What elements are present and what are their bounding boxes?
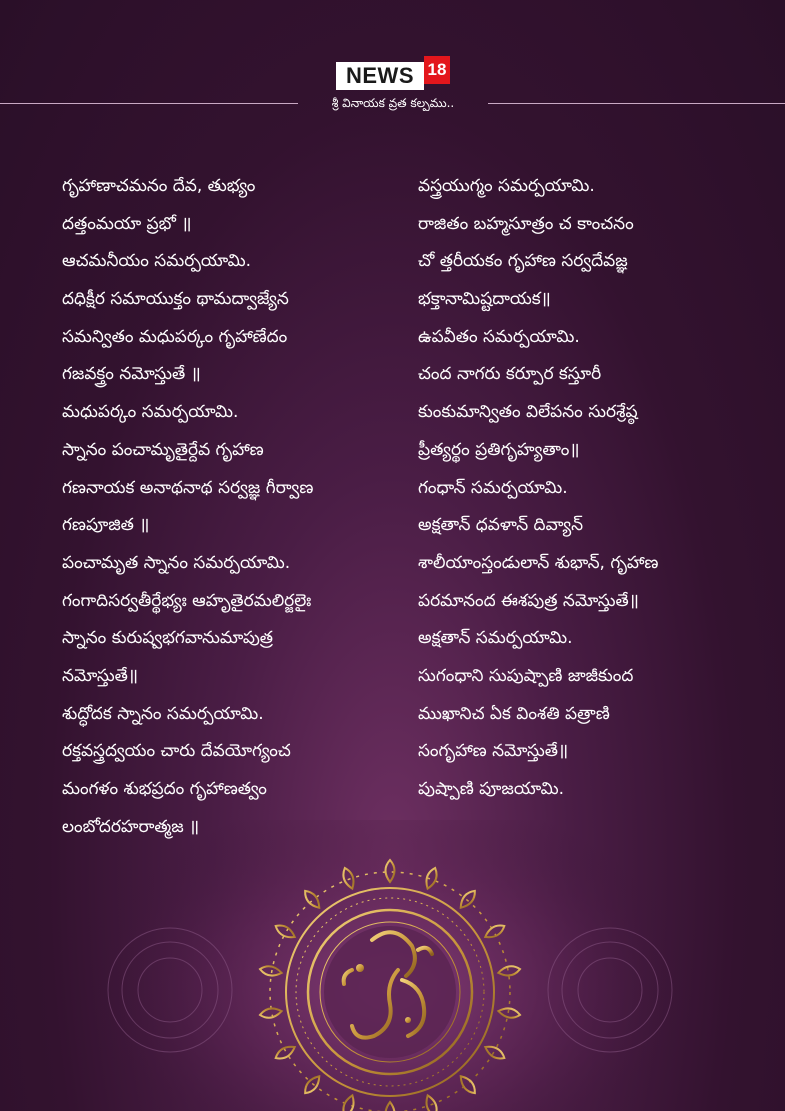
header-rule-left (0, 103, 298, 104)
verse-line: దధిక్షీర సమాయుక్తం థామద్వాజ్యేన (62, 289, 289, 310)
news18-logo (336, 62, 450, 90)
verse-line: శుద్ధోదక స్నానం సమర్పయామి. (62, 703, 264, 724)
header-rule-right (488, 103, 785, 104)
header (0, 56, 785, 116)
logo-number: 18 (424, 56, 450, 84)
verse-line: దత్తంమయా ప్రభో ॥ (62, 213, 192, 234)
verse-line: శాలీయాంస్తండులాన్ శుభాన్, గృహాణ (418, 552, 659, 573)
verse-line: పుష్పాణి పూజయామి. (418, 779, 565, 799)
verse-line: మంగళం శుభప్రదం గృహాణత్వం (62, 779, 267, 799)
verse-line: గణపూజిత ॥ (62, 515, 150, 536)
verse-line: అక్షతాన్ సమర్పయామి. (418, 628, 573, 649)
verse-line: రక్తవస్త్రద్వయం చారు దేవయోగ్యంచ (62, 741, 291, 762)
verse-line: పరమానంద ఈశపుత్ర నమోస్తుతే॥ (418, 590, 639, 611)
ganesha-mandala-icon (0, 820, 785, 1111)
verse-line: ఉపవీతం సమర్పయామి. (418, 326, 580, 347)
verse-line: ఆచమనీయం సమర్పయామి. (62, 251, 252, 272)
verse-line: గంధాన్ సమర్పయామి. (418, 477, 568, 498)
verse-line: సమన్వితం మధుపర్కం గృహాణేదం (62, 326, 288, 347)
verse-line: రాజితం బహ్మసూత్రం చ కాంచనం (418, 213, 634, 234)
verse-line: గణనాయక అనాథనాథ సర్వజ్ఞ గీర్వాణ (62, 477, 314, 498)
verse-line: సంగృహాణ నమోస్తుతే॥ (418, 741, 569, 762)
verse-line: ప్రీత్యర్థం ప్రతిగృహ్యతాం॥ (418, 439, 580, 460)
verse-line: సుగంధాని సుపుష్పాణి జాజీకుంద (418, 665, 634, 686)
page-subtitle: శ్రీ వినాయక వ్రత కల్పము.. (331, 96, 455, 110)
right-column (418, 168, 758, 809)
verse-line: వస్త్రయుగ్మం సమర్పయామి. (418, 176, 595, 196)
verse-line: చంద నాగరు కర్పూర కస్తూరీ (418, 364, 602, 385)
verse-line: కుంకుమాన్వితం విలేపనం సురశ్రేష్ఠ (418, 402, 638, 423)
left-column (62, 168, 392, 846)
verse-line: పంచామృత స్నానం సమర్పయామి. (62, 552, 291, 573)
verse-line: గజవక్త్రం నమోస్తుతే ॥ (62, 364, 201, 385)
verse-line: భక్తానామిష్టదాయక॥ (418, 289, 551, 310)
verse-line: మధుపర్కం సమర్పయామి. (62, 402, 239, 423)
logo-text: NEWS (336, 62, 424, 90)
verse-line: అక్షతాన్ ధవళాన్ దివ్యాన్ (418, 515, 584, 536)
verse-line: స్నానం పంచామృతైర్దేవ గృహాణ (62, 439, 264, 460)
verse-line: గంగాదిసర్వతీర్థేభ్యః ఆహృతైరమలిర్జలైః (62, 590, 312, 611)
verse-line: లంబోదరహరాత్మజ ॥ (62, 816, 200, 837)
verse-line: గృహాణాచమనం దేవ, తుభ్యం (62, 176, 256, 196)
verse-line: ముఖానిచ ఏక వింశతి పత్రాణి (418, 703, 610, 724)
verse-line: చో త్తరీయకం గృహాణ సర్వదేవజ్ఞ (418, 251, 628, 272)
verse-line: స్నానం కురుష్వభగవానుమాపుత్ర (62, 628, 274, 649)
verse-line: నమోస్తుతే॥ (62, 665, 139, 686)
